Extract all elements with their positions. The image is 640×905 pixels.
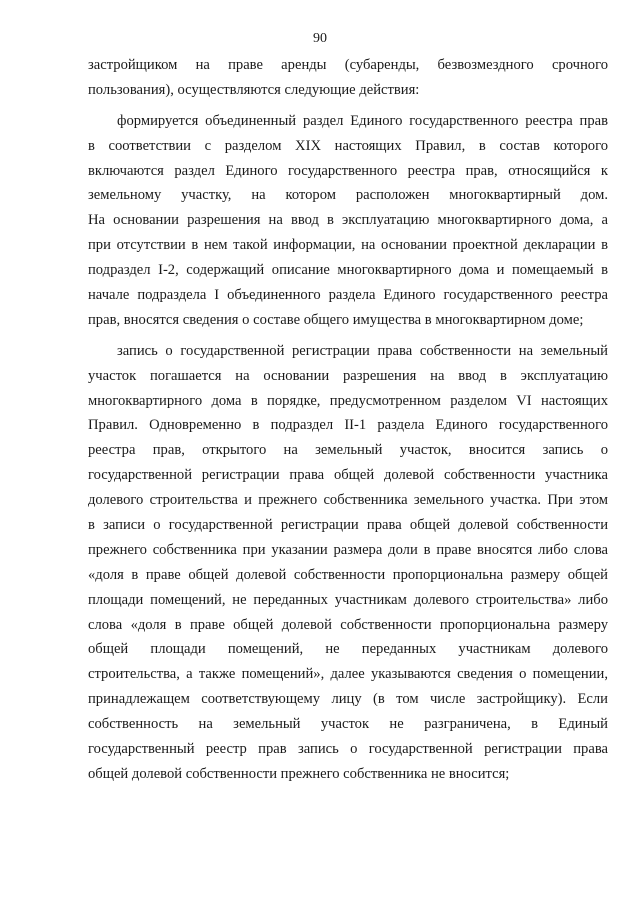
text-line: собственность на земельный участок не разграничена, в Единый bbox=[88, 716, 608, 733]
text-line: застройщиком на праве аренды (субаренды, безвозмездного срочного bbox=[88, 57, 608, 73]
text-line: общей долевой собственности прежнего собственника не вносится; bbox=[88, 765, 510, 782]
text-line: прежнего собственника при указании размера доли в праве вносятся либо слова bbox=[88, 541, 608, 558]
text-line: в записи о государственной регистрации права общей долевой собственности bbox=[88, 517, 608, 534]
text-line: подраздел I-2, содержащий описание многоквартирного дома и помещаемый в bbox=[88, 262, 608, 279]
text-line: строительства, а также помещений», далее указываются сведения о помещении, bbox=[88, 666, 608, 683]
text-line: прав, вносятся сведения о составе общего имущества в многоквартирном доме; bbox=[88, 311, 584, 328]
text-line: принадлежащем соответствующему лицу (в том числе застройщику). Если bbox=[88, 691, 608, 708]
text-line: формируется объединенный раздел Единого государственного реестра прав bbox=[117, 112, 608, 129]
text-line: при отсутствии в нем такой информации, на основании проектной декларации в bbox=[88, 237, 608, 254]
text-line: земельному участку, на котором расположен многоквартирный дом. bbox=[88, 187, 608, 204]
text-line: пользования), осуществляются следующие действия: bbox=[88, 81, 420, 98]
text-line: многоквартирного дома в порядке, предусмотренном разделом VI настоящих bbox=[88, 392, 608, 409]
text-line: в соответствии с разделом XIX настоящих Правил, в состав которого bbox=[88, 137, 608, 154]
text-line: запись о государственной регистрации права собственности на земельный bbox=[117, 342, 608, 359]
page-number: 90 bbox=[313, 31, 327, 46]
text-line: государственный реестр прав запись о государственной регистрации права bbox=[88, 741, 608, 758]
body-text bbox=[88, 53, 608, 787]
text-line: «доля в праве общей долевой собственности пропорциональна размеру общей bbox=[88, 566, 608, 583]
text-line: Правил. Одновременно в подраздел II-1 раздела Единого государственного bbox=[88, 417, 608, 434]
text-line: общей площади помещений, не переданных участникам долевого bbox=[88, 641, 608, 658]
text-line: государственной регистрации права общей долевой собственности участника bbox=[88, 467, 608, 484]
text-line: слова «доля в праве общей долевой собственности пропорциональна размеру bbox=[88, 616, 608, 633]
text-line: начале подраздела I объединенного раздела Единого государственного реестра bbox=[88, 287, 608, 304]
text-line: площади помещений, не переданных участникам долевого строительства» либо bbox=[88, 591, 608, 608]
text-line: На основании разрешения на ввод в эксплуатацию многоквартирного дома, а bbox=[88, 212, 608, 229]
text-line: включаются раздел Единого государственного реестра прав, относящийся к bbox=[88, 162, 608, 179]
text-line: реестра прав, открытого на земельный участок, вносится запись о bbox=[88, 442, 608, 459]
text-line: участок погашается на основании разрешения на ввод в эксплуатацию bbox=[88, 367, 608, 384]
text-line: долевого строительства и прежнего собственника земельного участка. При этом bbox=[88, 492, 608, 509]
